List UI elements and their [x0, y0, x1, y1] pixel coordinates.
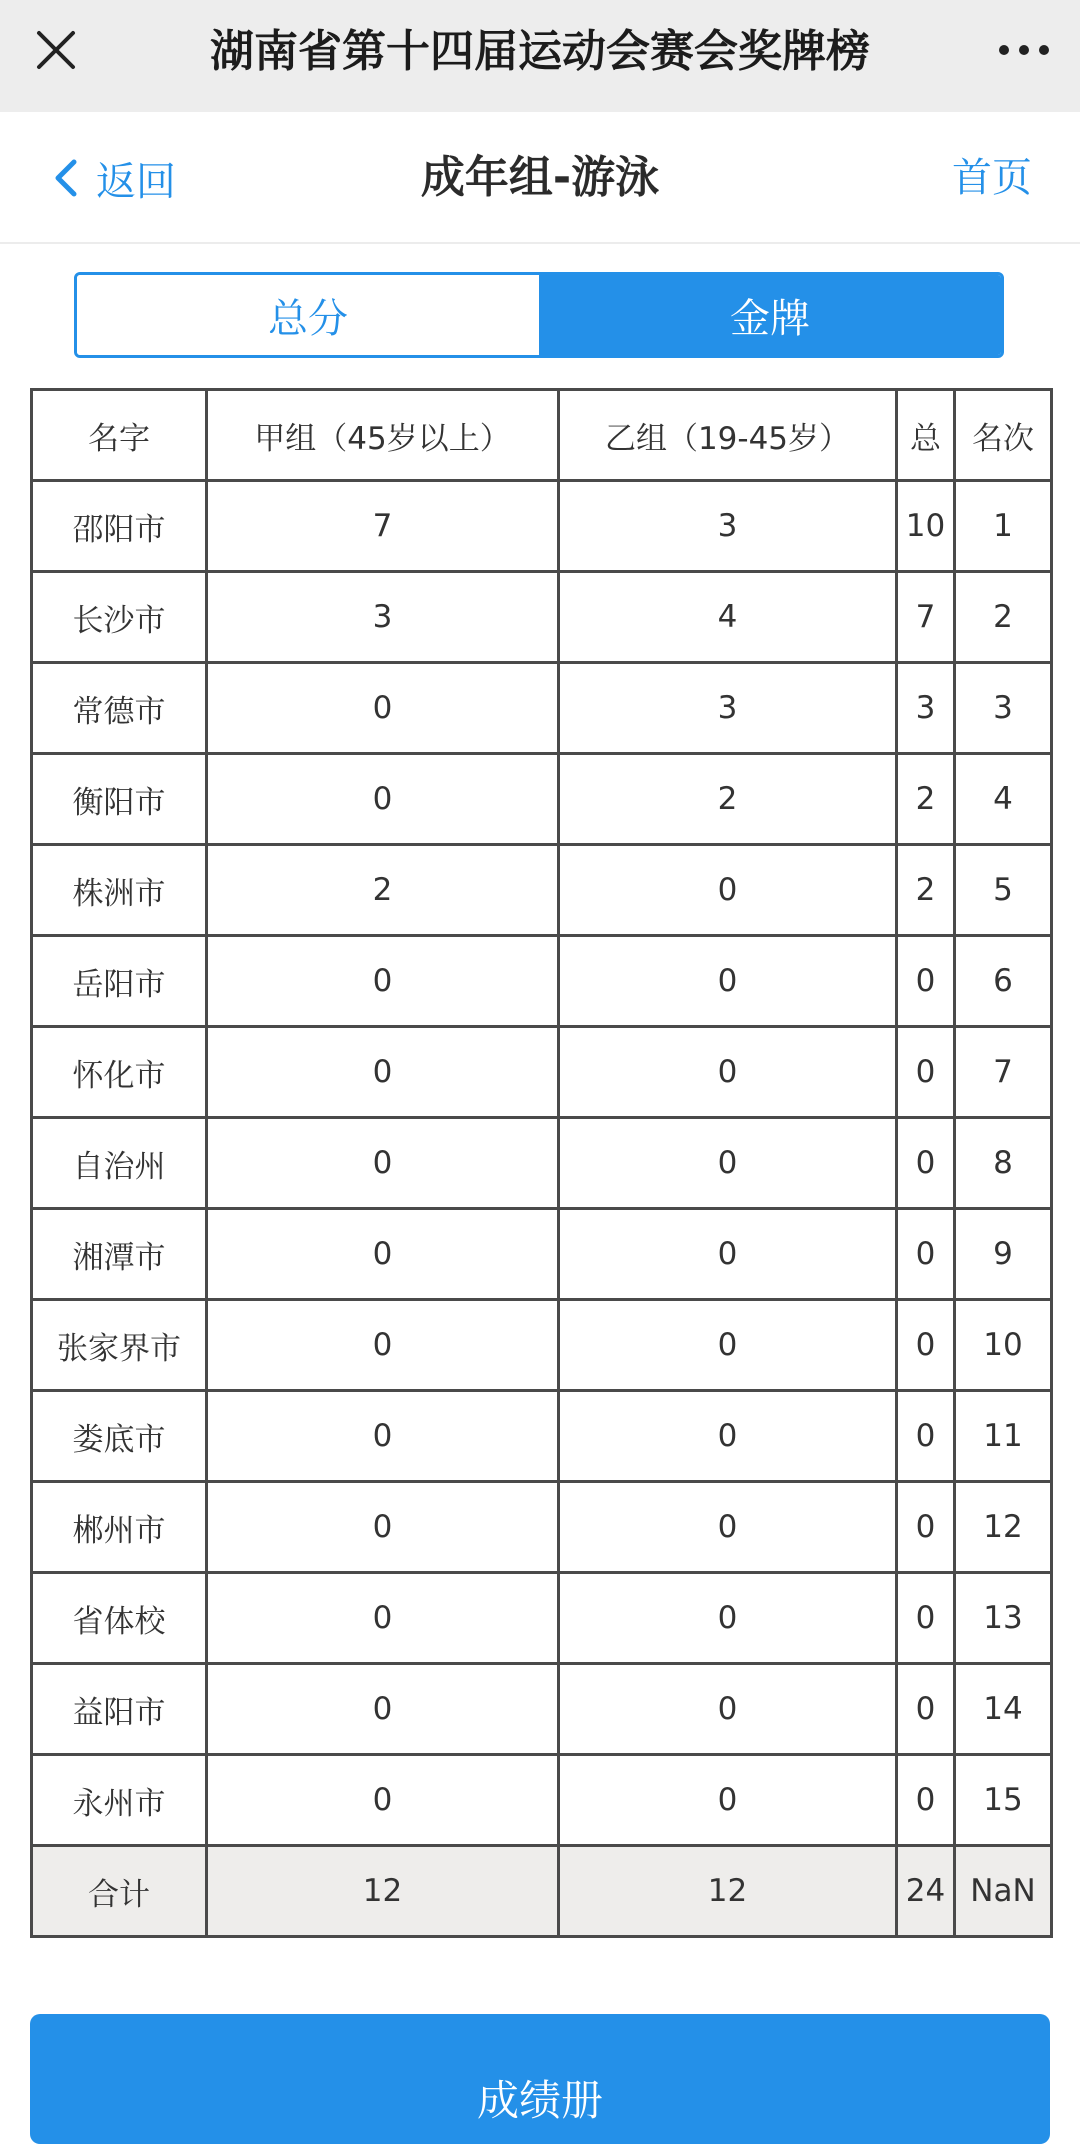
header-total: 总 — [897, 390, 955, 481]
cell-group-a: 0 — [207, 1573, 559, 1664]
cell-group-b: 0 — [559, 1573, 897, 1664]
cell-group-b: 0 — [559, 1482, 897, 1573]
header-group-a: 甲组（45岁以上） — [207, 390, 559, 481]
cell-group-a: 0 — [207, 936, 559, 1027]
cell-group-b: 4 — [559, 572, 897, 663]
cell-group-a: 0 — [207, 1391, 559, 1482]
table-total-row — [32, 1846, 1052, 1937]
cell-rank: 5 — [955, 845, 1052, 936]
home-link[interactable]: 首页 — [952, 155, 1032, 201]
cell-group-a: 0 — [207, 1027, 559, 1118]
cell-group-a: 3 — [207, 572, 559, 663]
cell-name: 省体校 — [32, 1573, 207, 1664]
cell-group-a: 2 — [207, 845, 559, 936]
cell-rank: 14 — [955, 1664, 1052, 1755]
total-sum: 24 — [897, 1846, 955, 1937]
cell-name: 邵阳市 — [32, 481, 207, 572]
cell-total: 0 — [897, 1755, 955, 1846]
header-name: 名字 — [32, 390, 207, 481]
cell-total: 0 — [897, 1482, 955, 1573]
cell-group-b: 0 — [559, 1300, 897, 1391]
cell-rank: 10 — [955, 1300, 1052, 1391]
total-group-b: 12 — [559, 1846, 897, 1937]
cell-group-a: 0 — [207, 1482, 559, 1573]
cell-group-a: 0 — [207, 1209, 559, 1300]
page-title: 成年组-游泳 — [420, 152, 660, 203]
cell-rank: 11 — [955, 1391, 1052, 1482]
cell-group-a: 0 — [207, 1300, 559, 1391]
more-button[interactable] — [990, 22, 1058, 78]
total-group-a: 12 — [207, 1846, 559, 1937]
cell-name: 娄底市 — [32, 1391, 207, 1482]
table-row — [32, 1027, 1052, 1118]
cell-group-b: 3 — [559, 663, 897, 754]
cell-name: 岳阳市 — [32, 936, 207, 1027]
table-row — [32, 1664, 1052, 1755]
cell-total: 0 — [897, 1209, 955, 1300]
cell-total: 10 — [897, 481, 955, 572]
cell-rank: 1 — [955, 481, 1052, 572]
header-group-b: 乙组（19-45岁） — [559, 390, 897, 481]
cell-name: 张家界市 — [32, 1300, 207, 1391]
cell-group-b: 0 — [559, 936, 897, 1027]
close-icon — [36, 30, 76, 70]
cell-name: 常德市 — [32, 663, 207, 754]
cell-rank: 8 — [955, 1118, 1052, 1209]
total-rank: NaN — [955, 1846, 1052, 1937]
table-row — [32, 936, 1052, 1027]
header-rank: 名次 — [955, 390, 1052, 481]
cell-total: 0 — [897, 936, 955, 1027]
table-row — [32, 1755, 1052, 1846]
table-row — [32, 572, 1052, 663]
cell-name: 衡阳市 — [32, 754, 207, 845]
cell-group-a: 0 — [207, 754, 559, 845]
cell-group-b: 0 — [559, 1391, 897, 1482]
cell-name: 怀化市 — [32, 1027, 207, 1118]
close-button[interactable] — [28, 22, 84, 78]
tab-gold-medals[interactable]: 金牌 — [539, 275, 1001, 355]
table-row — [32, 1391, 1052, 1482]
cell-rank: 15 — [955, 1755, 1052, 1846]
cell-group-b: 0 — [559, 1755, 897, 1846]
cell-name: 湘潭市 — [32, 1209, 207, 1300]
more-icon — [998, 44, 1050, 56]
cell-total: 0 — [897, 1664, 955, 1755]
cell-total: 3 — [897, 663, 955, 754]
cell-total: 7 — [897, 572, 955, 663]
cell-total: 0 — [897, 1573, 955, 1664]
cell-group-b: 0 — [559, 1664, 897, 1755]
cell-group-a: 7 — [207, 481, 559, 572]
cell-name: 永州市 — [32, 1755, 207, 1846]
back-button[interactable] — [52, 148, 176, 208]
table-row — [32, 845, 1052, 936]
cell-rank: 13 — [955, 1573, 1052, 1664]
cell-rank: 9 — [955, 1209, 1052, 1300]
cell-group-b: 0 — [559, 1209, 897, 1300]
chevron-left-icon — [52, 148, 96, 208]
cell-rank: 7 — [955, 1027, 1052, 1118]
table-row — [32, 481, 1052, 572]
cell-group-b: 3 — [559, 481, 897, 572]
cell-total: 0 — [897, 1391, 955, 1482]
cell-name: 益阳市 — [32, 1664, 207, 1755]
medal-table-container — [30, 388, 1050, 1938]
cell-group-b: 0 — [559, 1027, 897, 1118]
cell-group-b: 0 — [559, 845, 897, 936]
table-row — [32, 1482, 1052, 1573]
cell-total: 0 — [897, 1118, 955, 1209]
cell-group-a: 0 — [207, 1118, 559, 1209]
cell-name: 长沙市 — [32, 572, 207, 663]
cell-name: 株洲市 — [32, 845, 207, 936]
table-row — [32, 754, 1052, 845]
table-row — [32, 663, 1052, 754]
cell-group-b: 0 — [559, 1118, 897, 1209]
app-bar — [0, 0, 1080, 112]
cell-total: 0 — [897, 1300, 955, 1391]
cell-group-a: 0 — [207, 1664, 559, 1755]
cell-name: 郴州市 — [32, 1482, 207, 1573]
medal-table — [30, 388, 1053, 1938]
cell-rank: 6 — [955, 936, 1052, 1027]
results-book-button[interactable] — [30, 2014, 1050, 2144]
back-label: 返回 — [96, 158, 176, 205]
table-row — [32, 1300, 1052, 1391]
cell-total: 2 — [897, 754, 955, 845]
segmented-tabs — [74, 272, 1004, 358]
table-header-row — [32, 390, 1052, 481]
cell-group-a: 0 — [207, 663, 559, 754]
cell-rank: 3 — [955, 663, 1052, 754]
cell-name: 自治州 — [32, 1118, 207, 1209]
table-row — [32, 1118, 1052, 1209]
app-title: 湖南省第十四届运动会赛会奖牌榜 — [210, 26, 870, 77]
cell-rank: 12 — [955, 1482, 1052, 1573]
cell-rank: 2 — [955, 572, 1052, 663]
results-book-label: 成绩册 — [476, 2076, 603, 2125]
cell-rank: 4 — [955, 754, 1052, 845]
cell-group-a: 0 — [207, 1755, 559, 1846]
cell-group-b: 2 — [559, 754, 897, 845]
cell-total: 0 — [897, 1027, 955, 1118]
table-row — [32, 1209, 1052, 1300]
table-row — [32, 1573, 1052, 1664]
sub-header — [0, 112, 1080, 244]
cell-total: 2 — [897, 845, 955, 936]
total-label: 合计 — [32, 1846, 207, 1937]
tab-total-score[interactable]: 总分 — [77, 275, 539, 355]
